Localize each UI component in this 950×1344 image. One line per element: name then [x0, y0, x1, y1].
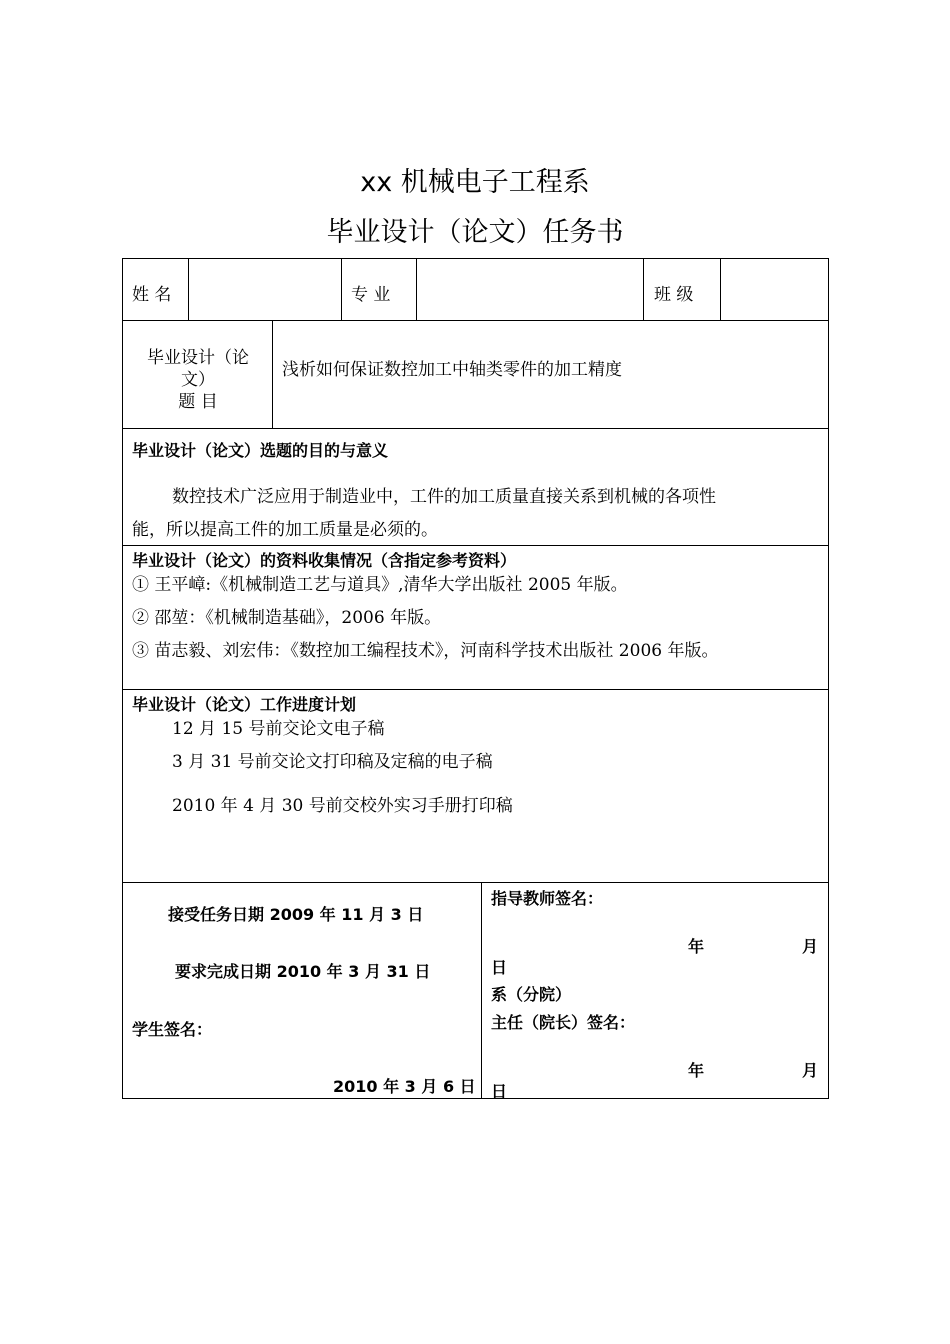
info-divider	[341, 258, 342, 321]
topic-value: 浅析如何保证数控加工中轴类零件的加工精度	[282, 360, 622, 380]
topic-label-line2: 文）	[181, 370, 215, 390]
schedule-heading: 毕业设计（论文）工作进度计划	[132, 695, 357, 714]
major-value-field[interactable]	[418, 260, 642, 319]
info-divider	[720, 258, 721, 321]
reference-item: ② 邵堃：《机械制造基础》，2006 年版。	[132, 608, 442, 628]
purpose-text-line2: 能，所以提高工件的加工质量是必须的。	[132, 520, 438, 540]
director-signature-label: 主任（院长）签名：	[491, 1013, 636, 1032]
schedule-item: 2010 年 4 月 30 号前交校外实习手册打印稿	[172, 796, 513, 816]
accept-date: 接受任务日期 2009 年 11 月 3 日	[168, 905, 424, 924]
director-day: 日	[491, 1082, 508, 1101]
advisor-year: 年	[688, 937, 705, 956]
purpose-text-line1: 数控技术广泛应用于制造业中，工件的加工质量直接关系到机械的各项性	[172, 487, 716, 507]
topic-divider	[272, 320, 273, 429]
major-label: 专 业	[351, 285, 391, 305]
name-value-field[interactable]	[190, 260, 340, 319]
name-label: 姓 名	[132, 285, 172, 305]
info-divider	[188, 258, 189, 321]
class-value-field[interactable]	[722, 260, 827, 319]
due-date: 要求完成日期 2010 年 3 月 31 日	[175, 962, 431, 981]
signature-divider	[481, 882, 482, 1099]
advisor-month: 月	[802, 937, 819, 956]
references-heading: 毕业设计（论文）的资料收集情况（含指定参考资料）	[132, 551, 517, 570]
director-month: 月	[802, 1061, 819, 1080]
advisor-day: 日	[491, 958, 508, 977]
topic-label-line1: 毕业设计（论	[147, 348, 249, 368]
director-year: 年	[688, 1061, 705, 1080]
student-date: 2010 年 3 月 6 日	[333, 1077, 476, 1096]
topic-label-line3: 题 目	[178, 392, 218, 412]
purpose-heading: 毕业设计（论文）选题的目的与意义	[132, 441, 389, 460]
reference-item: ① 王平嶂:《机械制造工艺与道具》,清华大学出版社 2005 年版。	[132, 575, 628, 595]
department-title: xx 机械电子工程系	[360, 167, 590, 198]
schedule-item: 3 月 31 号前交论文打印稿及定稿的电子稿	[172, 752, 493, 772]
student-signature-label: 学生签名：	[132, 1020, 213, 1039]
advisor-signature-label: 指导教师签名：	[491, 889, 604, 908]
schedule-item: 12 月 15 号前交论文电子稿	[172, 719, 385, 739]
class-label: 班 级	[654, 285, 694, 305]
info-divider	[416, 258, 417, 321]
department-label: 系（分院）	[491, 985, 572, 1004]
document-title: 毕业设计（论文）任务书	[326, 217, 624, 248]
info-divider	[643, 258, 644, 321]
reference-item: ③ 苗志毅、刘宏伟：《数控加工编程技术》，河南科学技术出版社 2006 年版。	[132, 641, 719, 661]
